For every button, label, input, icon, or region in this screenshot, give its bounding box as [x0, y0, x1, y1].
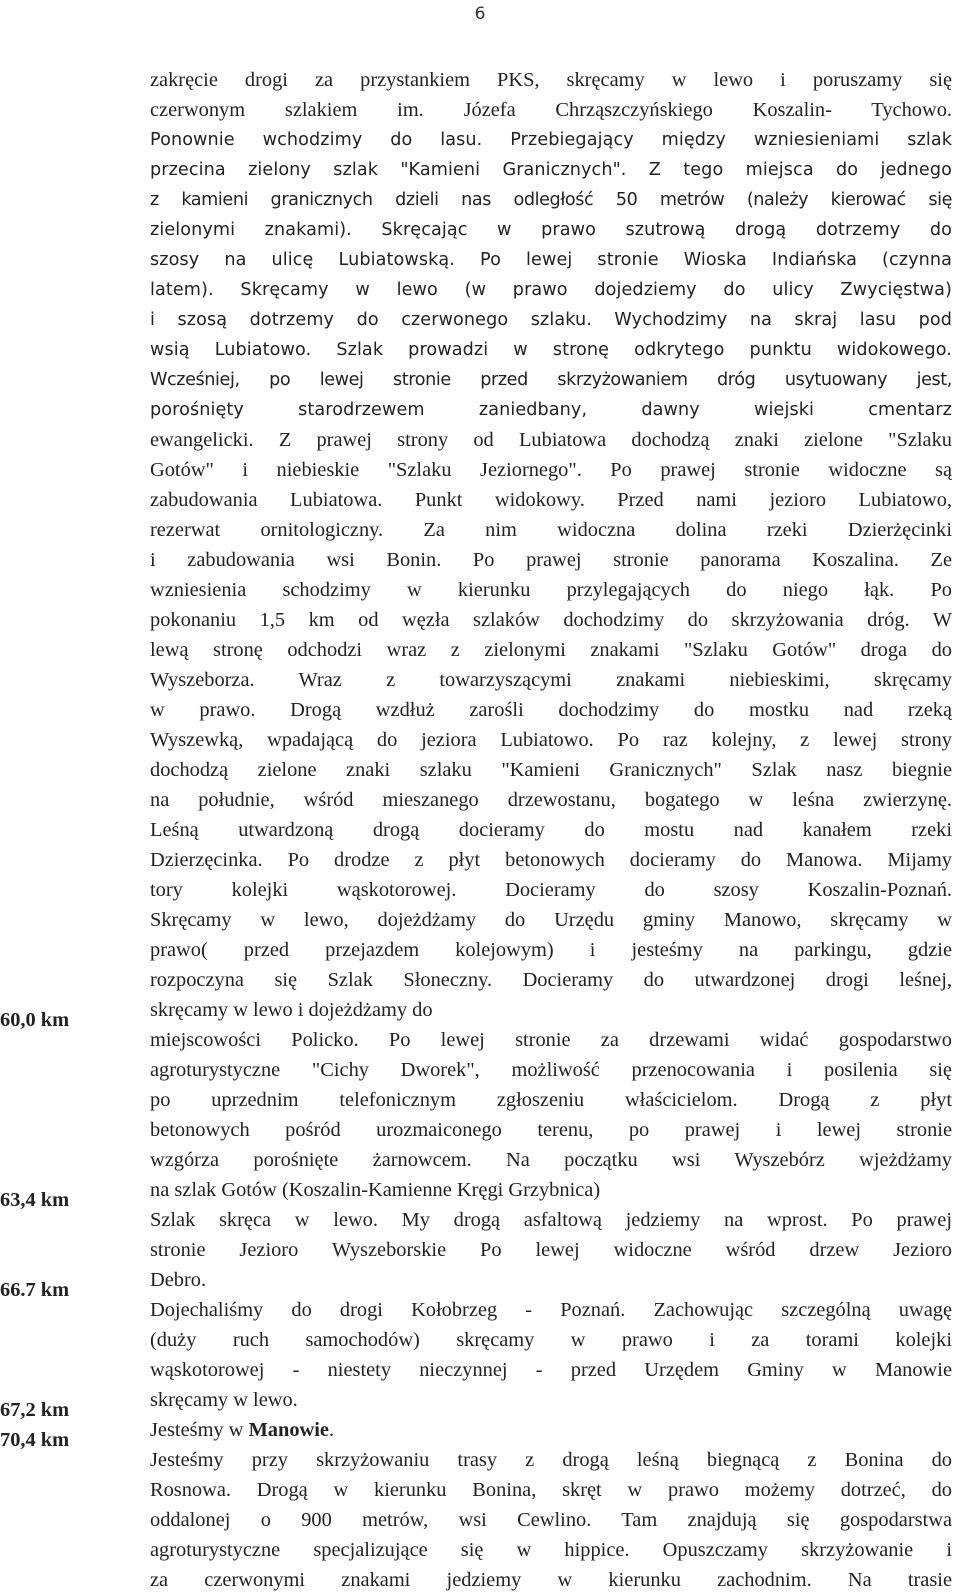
text-line: Dzierzęcinka. Po drodze z płyt betonowych docieramy do Manowa. Mijamy	[150, 849, 952, 871]
text-line: za czerwonymi znakami jedziemy w kierunku zachodnim. Na trasie	[150, 1569, 952, 1591]
text-line: po uprzednim telefonicznym zgłoszeniu właścicielom. Drogą z płyt	[150, 1089, 952, 1111]
text-line: z kamieni granicznych dzieli nas odległość 50 metrów (należy kierować się	[150, 190, 952, 210]
distance-marker-60-0: 60,0 km	[0, 1009, 70, 1031]
text-line: wzniesienia schodzimy w kierunku przylegających do niego łąk. Po	[150, 579, 952, 601]
text-line: lewą stronę odchodzi wraz z zielonymi znakami "Szlaku Gotów" droga do	[150, 639, 952, 661]
text-line: agroturystyczne "Cichy Dworek", możliwość przenocowania i posilenia się	[150, 1059, 952, 1081]
text-line: szosy na ulicę Lubiatowską. Po lewej stronie Wioska Indiańska (czynna	[150, 250, 952, 270]
text-line: i zabudowania wsi Bonin. Po prawej stronie panorama Koszalina. Ze	[150, 549, 952, 571]
text-line: latem). Skręcamy w lewo (w prawo dojedziemy do ulicy Zwycięstwa)	[150, 280, 952, 300]
text-line: i szosą dotrzemy do czerwonego szlaku. Wychodzimy na skraj lasu pod	[150, 310, 952, 330]
text-line: na południe, wśród mieszanego drzewostanu, bogatego w leśna zwierzynę.	[150, 789, 952, 811]
text-line: dochodzą zielone znaki szlaku "Kamieni Granicznych" Szlak nasz biegnie	[150, 759, 952, 781]
text-line: czerwonym szlakiem im. Józefa Chrząszczyńskiego Koszalin- Tychowo.	[150, 99, 952, 121]
text-line: Rosnowa. Drogą w kierunku Bonina, skręt w prawo możemy dotrzeć, do	[150, 1479, 952, 1501]
text-line: skręcamy w lewo i dojeżdżamy do	[150, 999, 433, 1021]
text-line: wąskotorowej - niestety nieczynnej - przed Urzędem Gminy w Manowie	[150, 1359, 952, 1381]
place-name-bold: Manowie	[248, 1419, 329, 1441]
text-line: rezerwat ornitologiczny. Za nim widoczna dolina rzeki Dzierżęcinki	[150, 519, 952, 541]
distance-marker-70-4: 70,4 km	[0, 1429, 70, 1451]
text-line: wsią Lubiatowo. Szlak prowadzi w stronę odkrytego punktu widokowego.	[150, 340, 952, 360]
text-line: miejscowości Policko. Po lewej stronie za drzewami widać gospodarstwo	[150, 1029, 952, 1051]
text-line: wzgórza porośnięte żarnowcem. Na początku wsi Wyszebórz wjeżdżamy	[150, 1149, 952, 1171]
distance-marker-66-7: 66.7 km	[0, 1279, 70, 1301]
text-line: Wyszeborza. Wraz z towarzyszącymi znakami niebieskimi, skręcamy	[150, 669, 952, 691]
text-line: Skręcamy w lewo, dojeżdżamy do Urzędu gminy Manowo, skręcamy w	[150, 909, 952, 931]
text-line: zielonymi znakami). Skręcając w prawo szutrową drogą dotrzemy do	[150, 220, 952, 240]
text-line: na szlak Gotów (Koszalin-Kamienne Kręgi Grzybnica)	[150, 1179, 601, 1201]
text-line: Ponownie wchodzimy do lasu. Przebiegający między wzniesieniami szlak	[150, 130, 952, 150]
distance-marker-67-2: 67,2 km	[0, 1399, 70, 1421]
text-line: tory kolejki wąskotorowej. Docieramy do szosy Koszalin-Poznań.	[150, 879, 952, 901]
text-line: betonowych pośród urozmaiconego terenu, po prawej i lewej stronie	[150, 1119, 952, 1141]
text-line: Szlak skręca w lewo. My drogą asfaltową jedziemy na wprost. Po prawej	[150, 1209, 952, 1231]
text-line: Debro.	[150, 1269, 207, 1291]
text-line: zakręcie drogi za przystankiem PKS, skręcamy w lewo i poruszamy się	[150, 69, 952, 91]
text-line: prawo( przed przejazdem kolejowym) i jesteśmy na parkingu, gdzie	[150, 939, 952, 961]
text-line: Leśną utwardzoną drogą docieramy do mostu nad kanałem rzeki	[150, 819, 952, 841]
text-line: skręcamy w lewo.	[150, 1389, 298, 1411]
text-line: stronie Jezioro Wyszeborskie Po lewej widoczne wśród drzew Jezioro	[150, 1239, 952, 1261]
text-line: Gotów" i niebieskie "Szlaku Jeziornego". Po prawej stronie widoczne są	[150, 459, 952, 481]
text-line: Dojechaliśmy do drogi Kołobrzeg - Poznań. Zachowując szczególną uwagę	[150, 1299, 952, 1321]
text-line: pokonaniu 1,5 km od węzła szlaków dochodzimy do skrzyżowania dróg. W	[150, 609, 952, 631]
text-line: Jesteśmy przy skrzyżowaniu trasy z drogą leśną biegnącą z Bonina do	[150, 1449, 952, 1471]
text-line: rozpoczyna się Szlak Słoneczny. Docieramy do utwardzonej drogi leśnej,	[150, 969, 952, 991]
text-line: porośnięty starodrzewem zaniedbany, dawny wiejski cmentarz	[150, 400, 952, 420]
text-line: w prawo. Drogą wzdłuż zarośli dochodzimy do mostku nad rzeką	[150, 699, 952, 721]
body-text	[150, 65, 952, 1595]
distance-marker-63-4: 63,4 km	[0, 1189, 70, 1211]
page-number: 6	[474, 4, 486, 24]
text-line: Wyszewką, wpadającą do jeziora Lubiatowo. Po raz kolejny, z lewej strony	[150, 729, 952, 751]
text-line: ewangelicki. Z prawej strony od Lubiatowa dochodzą znaki zielone "Szlaku	[150, 429, 952, 451]
text-fragment: .	[328, 1419, 335, 1441]
text-fragment: Jesteśmy w	[150, 1419, 249, 1441]
text-line	[150, 1415, 952, 1445]
text-line: przecina zielony szlak "Kamieni Granicznych". Z tego miejsca do jednego	[150, 160, 952, 180]
text-line: zabudowania Lubiatowa. Punkt widokowy. Przed nami jezioro Lubiatowo,	[150, 489, 952, 511]
text-line: oddalonej o 900 metrów, wsi Cewlino. Tam znajdują się gospodarstwa	[150, 1509, 952, 1531]
text-line: Wcześniej, po lewej stronie przed skrzyżowaniem dróg usytuowany jest,	[150, 370, 952, 390]
text-line: (duży ruch samochodów) skręcamy w prawo i za torami kolejki	[150, 1329, 952, 1351]
text-line: agroturystyczne specjalizujące się w hippice. Opuszczamy skrzyżowanie i	[150, 1539, 952, 1561]
